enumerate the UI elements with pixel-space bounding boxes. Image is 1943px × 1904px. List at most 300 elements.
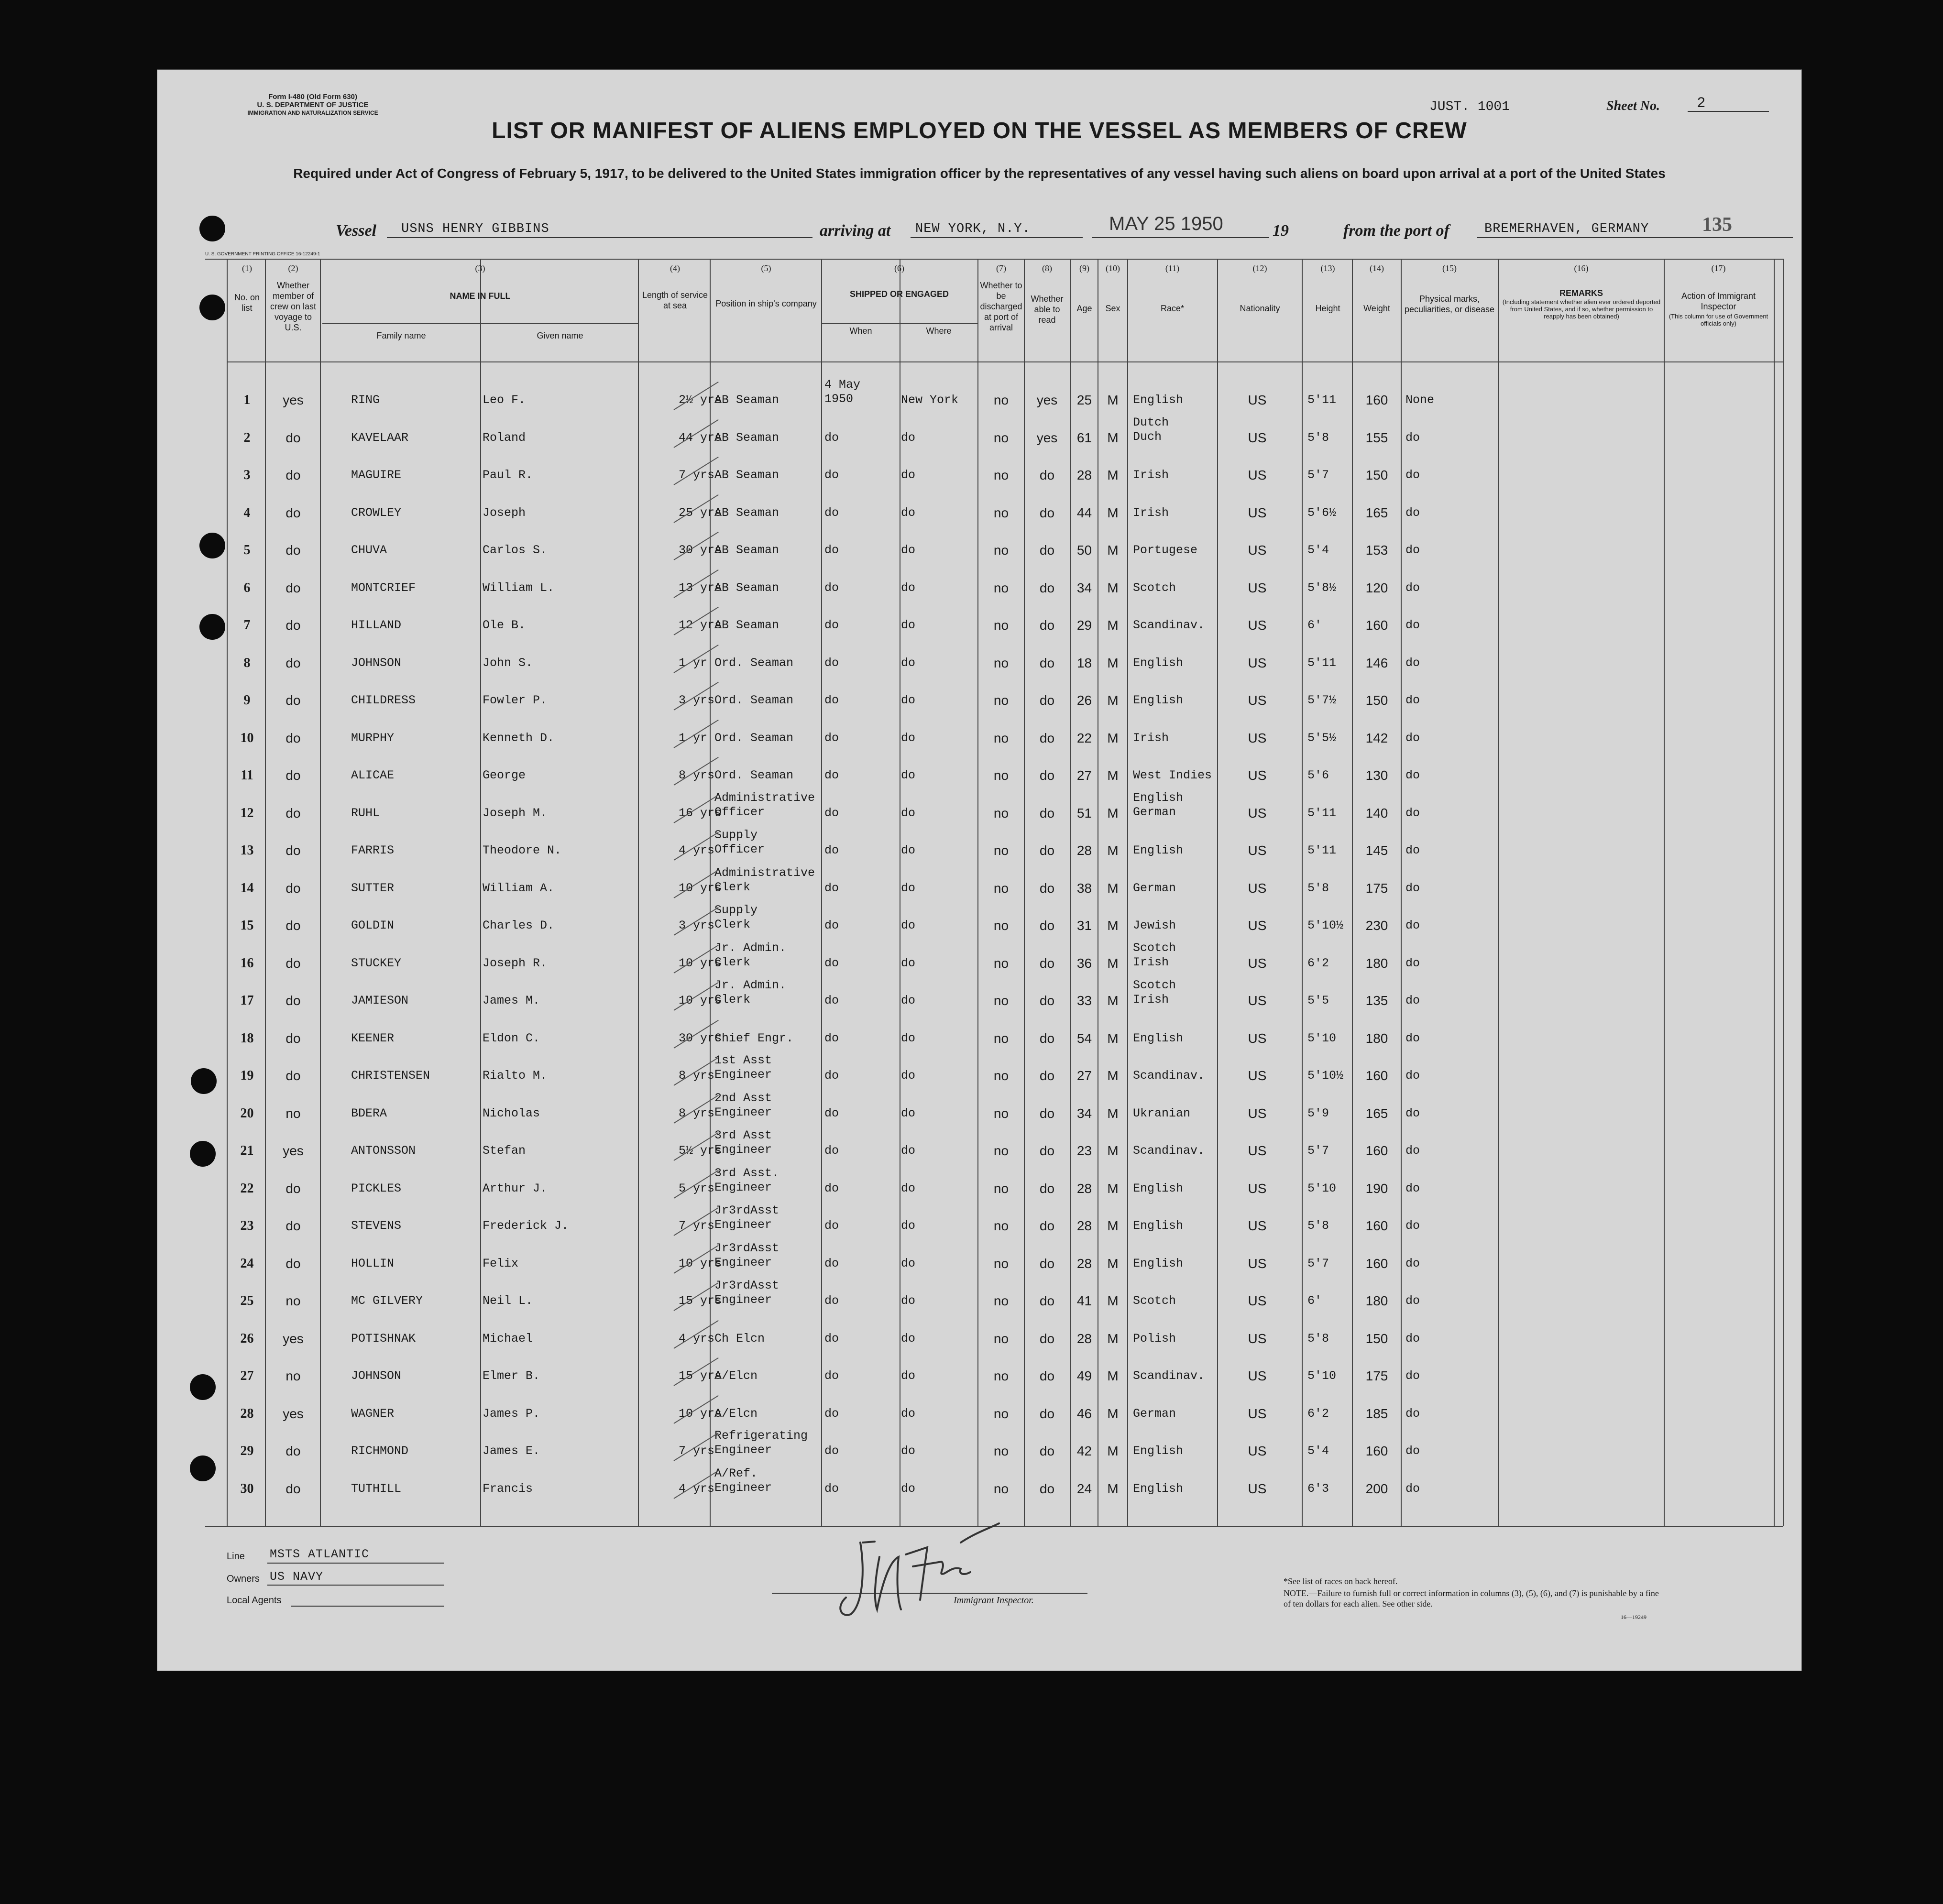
physical-marks-cell: do [1405, 656, 1420, 670]
age-cell: 24 [1076, 1481, 1092, 1496]
nationality-cell: US [1248, 430, 1267, 445]
discharged-cell: no [993, 505, 1009, 520]
row-number: 19 [240, 1068, 254, 1083]
row-number: 26 [240, 1331, 254, 1346]
service-cell: 25 yrs [679, 505, 722, 520]
physical-marks-cell: do [1405, 1444, 1420, 1458]
row-number: 29 [240, 1444, 254, 1458]
family-name-cell: WAGNER [351, 1406, 395, 1421]
column-number: (7) [996, 263, 1006, 273]
race-cell: English [1133, 393, 1184, 407]
family-name-cell: GOLDIN [351, 919, 395, 932]
read-cell: do [1039, 1331, 1055, 1346]
read-cell: yes [1036, 430, 1058, 445]
read-cell: do [1039, 730, 1055, 745]
weight-cell: 180 [1365, 1030, 1388, 1046]
family-name-cell: FARRIS [351, 843, 395, 857]
height-cell: 5'10 [1307, 1031, 1337, 1045]
row-number: 10 [240, 730, 254, 745]
service-cell: 3 yrs [679, 919, 715, 932]
race-cell: English [1133, 1481, 1184, 1496]
race-cell: Scotch Irish [1133, 941, 1176, 969]
height-cell: 5'6 [1307, 768, 1329, 782]
table-row [157, 941, 1801, 981]
header-height: Height [1315, 304, 1340, 313]
position-cell: Jr3rdAsst Engineer [714, 1279, 779, 1307]
family-name-cell: JOHNSON [351, 656, 402, 670]
discharged-cell: no [993, 1218, 1009, 1233]
race-cell: German [1133, 1406, 1176, 1421]
service-cell: 5 yrs [679, 1181, 715, 1195]
weight-cell: 150 [1365, 1331, 1388, 1346]
discharged-cell: no [993, 1105, 1009, 1121]
table-row [157, 378, 1801, 418]
discharged-cell: no [993, 843, 1009, 858]
service-name: IMMIGRATION AND NATURALIZATION SERVICE [247, 109, 378, 116]
header-read: Whether able to read [1031, 294, 1064, 325]
nationality-cell: US [1248, 468, 1267, 482]
age-cell: 28 [1076, 1181, 1092, 1196]
where-cell: do [901, 693, 916, 707]
table-row [157, 1394, 1801, 1432]
row-number: 30 [240, 1481, 254, 1496]
when-cell: do [824, 1331, 839, 1346]
read-cell: do [1039, 880, 1055, 896]
table-row [157, 903, 1801, 943]
where-cell: do [901, 731, 916, 745]
nationality-cell: US [1248, 1406, 1267, 1421]
discharged-cell: no [993, 730, 1009, 745]
when-cell: do [824, 468, 839, 482]
age-cell: 54 [1076, 1030, 1092, 1046]
where-cell: do [901, 1069, 916, 1083]
weight-cell: 175 [1365, 1368, 1388, 1383]
age-cell: 27 [1076, 1068, 1092, 1083]
position-cell: Ord. Seaman [714, 768, 794, 782]
where-cell: do [901, 468, 916, 482]
service-cell: 12 yrs [679, 618, 722, 632]
column-number: (16) [1574, 263, 1589, 273]
discharged-cell: no [993, 618, 1009, 633]
where-cell: do [901, 505, 916, 520]
read-cell: do [1039, 1218, 1055, 1233]
position-cell: AB Seaman [714, 543, 779, 557]
when-cell: do [824, 1031, 839, 1045]
table-row [157, 531, 1801, 568]
weight-cell: 146 [1365, 655, 1388, 670]
when-cell: do [824, 1481, 839, 1496]
position-cell: 1st Asst Engineer [714, 1053, 772, 1082]
where-cell: do [901, 806, 916, 820]
nationality-cell: US [1248, 843, 1267, 858]
physical-marks-cell: do [1405, 543, 1420, 557]
sex-cell: M [1107, 843, 1119, 858]
service-cell: 5½ yrs [679, 1144, 722, 1158]
last-voyage-cell: do [285, 1068, 301, 1083]
family-name-cell: JOHNSON [351, 1369, 402, 1383]
weight-cell: 180 [1365, 1293, 1388, 1308]
read-cell: do [1039, 955, 1055, 971]
physical-marks-cell: do [1405, 1256, 1420, 1270]
physical-marks-cell: None [1405, 393, 1435, 407]
family-name-cell: MAGUIRE [351, 468, 402, 482]
height-cell: 5'10 [1307, 1369, 1337, 1383]
column-number: (11) [1165, 263, 1180, 273]
position-cell: A/Elcn [714, 1406, 758, 1421]
inspector-label: Immigrant Inspector. [954, 1595, 1034, 1606]
family-name-cell: KEENER [351, 1031, 395, 1045]
when-cell: do [824, 1181, 839, 1195]
service-cell: 8 yrs [679, 1069, 715, 1083]
physical-marks-cell: do [1405, 731, 1420, 745]
when-cell: do [824, 656, 839, 670]
weight-cell: 160 [1365, 1218, 1388, 1233]
position-cell: 3rd Asst. Engineer [714, 1166, 779, 1194]
where-cell: do [901, 1294, 916, 1308]
weight-cell: 160 [1365, 393, 1388, 407]
department-name: U. S. DEPARTMENT OF JUSTICE [257, 101, 369, 109]
header-action: Action of Immigrant Inspector [1681, 291, 1756, 311]
sex-cell: M [1107, 618, 1119, 633]
nationality-cell: US [1248, 543, 1267, 558]
given-name-cell: Nicholas [483, 1106, 540, 1120]
nationality-cell: US [1248, 618, 1267, 633]
arriving-label: arriving at [820, 222, 891, 240]
sex-cell: M [1107, 1481, 1119, 1496]
race-cell: Scandinav. [1133, 1369, 1205, 1383]
service-cell: 4 yrs [679, 843, 715, 857]
column-number: (12) [1252, 263, 1267, 273]
family-name-cell: CHILDRESS [351, 693, 416, 707]
nationality-cell: US [1248, 580, 1267, 595]
column-number: (3) [475, 263, 485, 273]
last-voyage-cell: do [285, 1256, 301, 1271]
sex-cell: M [1107, 468, 1119, 482]
given-name-cell: Joseph M. [483, 806, 548, 820]
service-cell: 10 yrs [679, 881, 722, 895]
position-cell: AB Seaman [714, 393, 779, 407]
position-cell: AB Seaman [714, 580, 779, 595]
table-row [157, 1319, 1801, 1357]
sex-cell: M [1107, 655, 1119, 670]
age-cell: 31 [1076, 918, 1092, 933]
where-cell: do [901, 881, 916, 895]
sex-cell: M [1107, 1256, 1119, 1271]
owners-value: US NAVY [270, 1570, 324, 1584]
nationality-cell: US [1248, 768, 1267, 783]
position-cell: 2nd Asst Engineer [714, 1091, 772, 1119]
header-sex: Sex [1105, 304, 1120, 313]
discharged-cell: no [993, 1444, 1009, 1458]
table-row [157, 719, 1801, 756]
last-voyage-cell: no [285, 1105, 301, 1121]
manifest-sheet [157, 69, 1802, 1671]
when-cell: do [824, 1406, 839, 1421]
read-cell: do [1039, 805, 1055, 821]
header-remarks-sub: (Including statement whether alien ever ordered deported from United States, and if so, whether permission to reapply has been obtained) [1502, 298, 1661, 320]
service-cell: 16 yrs [679, 806, 722, 820]
header-service: Length of service at sea [642, 290, 708, 310]
race-cell: English [1133, 843, 1184, 857]
header-shipped: SHIPPED OR ENGAGED [849, 289, 949, 299]
table-row [157, 1241, 1801, 1281]
where-cell: do [901, 1106, 916, 1120]
race-cell: Irish [1133, 505, 1169, 520]
service-cell: 10 yrs [679, 956, 722, 970]
height-cell: 5'9 [1307, 1106, 1329, 1120]
weight-cell: 200 [1365, 1481, 1388, 1496]
discharged-cell: no [993, 1068, 1009, 1083]
family-name-cell: RICHMOND [351, 1444, 409, 1458]
row-number: 23 [240, 1218, 254, 1233]
race-cell: English [1133, 1219, 1184, 1233]
position-cell: 3rd Asst Engineer [714, 1128, 772, 1157]
discharged-cell: no [993, 1256, 1009, 1271]
sex-cell: M [1107, 1030, 1119, 1046]
discharged-cell: no [993, 543, 1009, 558]
physical-marks-cell: do [1405, 1481, 1420, 1496]
age-cell: 41 [1076, 1293, 1092, 1308]
last-voyage-cell: yes [283, 1406, 304, 1421]
when-cell: do [824, 618, 839, 632]
position-cell: AB Seaman [714, 505, 779, 520]
height-cell: 5'6½ [1307, 505, 1337, 520]
race-cell: English [1133, 1444, 1184, 1458]
physical-marks-cell: do [1405, 580, 1420, 595]
weight-cell: 160 [1365, 1256, 1388, 1271]
row-number: 12 [240, 805, 254, 821]
age-cell: 34 [1076, 580, 1092, 595]
family-name-cell: ALICAE [351, 768, 395, 782]
nationality-cell: US [1248, 955, 1267, 971]
when-cell: do [824, 430, 839, 445]
where-cell: do [901, 1256, 916, 1270]
service-cell: 15 yrs [679, 1369, 722, 1383]
height-cell: 5'7 [1307, 1144, 1329, 1158]
row-number: 14 [240, 880, 254, 896]
height-cell: 6'3 [1307, 1481, 1329, 1496]
row-number: 5 [243, 543, 251, 558]
family-name-cell: SUTTER [351, 881, 395, 895]
read-cell: do [1039, 918, 1055, 933]
discharged-cell: no [993, 805, 1009, 821]
physical-marks-cell: do [1405, 768, 1420, 782]
weight-cell: 165 [1365, 1105, 1388, 1121]
given-name-cell: Neil L. [483, 1294, 533, 1308]
last-voyage-cell: do [285, 1030, 301, 1046]
position-cell: Administrative Clerk [714, 865, 815, 894]
sex-cell: M [1107, 1368, 1119, 1383]
read-cell: do [1039, 1293, 1055, 1308]
nationality-cell: US [1248, 918, 1267, 933]
read-cell: do [1039, 1030, 1055, 1046]
weight-cell: 175 [1365, 880, 1388, 896]
nationality-cell: US [1248, 1068, 1267, 1083]
last-voyage-cell: do [285, 805, 301, 821]
sex-cell: M [1107, 805, 1119, 821]
table-row [157, 1019, 1801, 1056]
page-subtitle: Required under Act of Congress of February 5, 1917, to be delivered to the United States immigration officer by the representatives of any vessel having such aliens on board upon arrival at a port of the United States [293, 166, 1666, 181]
family-name-cell: CHRISTENSEN [351, 1069, 430, 1083]
discharged-cell: no [993, 1481, 1009, 1496]
read-cell: do [1039, 655, 1055, 670]
family-name-cell: BDERA [351, 1106, 387, 1120]
column-number: (10) [1106, 263, 1120, 273]
height-cell: 6'2 [1307, 956, 1329, 970]
where-cell: do [901, 1481, 916, 1496]
given-name-cell: Fowler P. [483, 693, 548, 707]
height-cell: 6'2 [1307, 1406, 1329, 1421]
sheet-label: Sheet No. [1606, 98, 1660, 113]
sex-cell: M [1107, 1068, 1119, 1083]
race-cell: Irish [1133, 731, 1169, 745]
service-cell: 4 yrs [679, 1331, 715, 1346]
nationality-cell: US [1248, 1030, 1267, 1046]
line-label: Line [227, 1551, 245, 1562]
row-number: 2 [243, 430, 251, 445]
row-rule [205, 259, 1783, 260]
read-cell: do [1039, 1143, 1055, 1158]
family-name-cell: STUCKEY [351, 956, 402, 970]
given-name-cell: Elmer B. [483, 1369, 540, 1383]
table-row [157, 756, 1801, 793]
service-cell: 2½ yrs [679, 393, 722, 407]
sex-cell: M [1107, 505, 1119, 520]
physical-marks-cell: do [1405, 881, 1420, 895]
sex-cell: M [1107, 1444, 1119, 1458]
sex-cell: M [1107, 1218, 1119, 1233]
age-cell: 28 [1076, 1331, 1092, 1346]
height-cell: 5'10 [1307, 1181, 1337, 1195]
physical-marks-cell: do [1405, 1294, 1420, 1308]
agents-underline [291, 1606, 444, 1607]
departure-port: BREMERHAVEN, GERMANY [1484, 222, 1649, 236]
service-cell: 1 yr [679, 731, 708, 745]
form-reference: JUST. 1001 [1429, 99, 1510, 114]
table-row [157, 681, 1801, 718]
discharged-cell: no [993, 1143, 1009, 1158]
row-number: 11 [241, 768, 253, 783]
when-cell: do [824, 994, 839, 1007]
family-name-cell: CHUVA [351, 543, 387, 557]
column-number: (1) [242, 263, 252, 273]
last-voyage-cell: no [285, 1368, 301, 1383]
last-voyage-cell: do [285, 693, 301, 708]
table-row [157, 790, 1801, 831]
header-position: Position in ship's company [715, 299, 817, 308]
discharged-cell: no [993, 993, 1009, 1008]
read-cell: do [1039, 505, 1055, 520]
year-label: 19 [1273, 222, 1289, 240]
race-cell: German [1133, 881, 1176, 895]
port-label: from the port of [1343, 222, 1449, 240]
column-number: (8) [1042, 263, 1052, 273]
table-row [157, 493, 1801, 531]
age-cell: 33 [1076, 993, 1092, 1008]
nationality-cell: US [1248, 1256, 1267, 1271]
age-cell: 26 [1076, 693, 1092, 708]
race-cell: Ukranian [1133, 1106, 1191, 1120]
height-cell: 5'10½ [1307, 919, 1344, 932]
service-cell: 44 yrs [679, 430, 722, 445]
weight-cell: 185 [1365, 1406, 1388, 1421]
nationality-cell: US [1248, 1181, 1267, 1196]
header-weight: Weight [1363, 304, 1390, 313]
last-voyage-cell: do [285, 430, 301, 445]
given-name-cell: William L. [483, 580, 555, 595]
last-voyage-cell: do [285, 655, 301, 670]
physical-marks-cell: do [1405, 1106, 1420, 1120]
header-name: NAME IN FULL [450, 291, 511, 301]
weight-cell: 130 [1365, 768, 1388, 783]
physical-marks-cell: do [1405, 1031, 1420, 1045]
weight-cell: 150 [1365, 468, 1388, 482]
position-cell: AB Seaman [714, 430, 779, 445]
nationality-cell: US [1248, 393, 1267, 407]
sex-cell: M [1107, 1105, 1119, 1121]
column-number: (17) [1711, 263, 1726, 273]
given-name-cell: Kenneth D. [483, 731, 555, 745]
last-voyage-cell: do [285, 1181, 301, 1196]
physical-marks-cell: do [1405, 843, 1420, 857]
column-number: (13) [1320, 263, 1335, 273]
height-cell: 5'7 [1307, 468, 1329, 482]
last-voyage-cell: do [285, 843, 301, 858]
physical-marks-cell: do [1405, 1219, 1420, 1233]
age-cell: 28 [1076, 1256, 1092, 1271]
position-cell: Supply Officer [714, 828, 765, 856]
sex-cell: M [1107, 1406, 1119, 1421]
last-voyage-cell: do [285, 543, 301, 558]
column-number: (6) [894, 263, 904, 273]
given-name-cell: Theodore N. [483, 843, 562, 857]
height-cell: 5'7½ [1307, 693, 1337, 707]
sex-cell: M [1107, 393, 1119, 407]
where-cell: do [901, 543, 916, 557]
age-cell: 51 [1076, 805, 1092, 821]
row-number: 9 [243, 693, 251, 708]
row-number: 21 [240, 1143, 254, 1158]
read-cell: yes [1036, 393, 1058, 407]
header-when: When [849, 326, 872, 336]
position-cell: Administrative Officer [714, 790, 815, 819]
header-no: No. on list [234, 293, 260, 313]
service-cell: 1 yr [679, 656, 708, 670]
height-cell: 5'5 [1307, 994, 1329, 1007]
discharged-cell: no [993, 1030, 1009, 1046]
age-cell: 42 [1076, 1444, 1092, 1458]
weight-cell: 160 [1365, 618, 1388, 633]
height-cell: 6' [1307, 1294, 1322, 1308]
where-cell: do [901, 956, 916, 970]
table-row [157, 644, 1801, 681]
when-cell: do [824, 919, 839, 932]
position-cell: Jr3rdAsst Engineer [714, 1241, 779, 1269]
header-age: Age [1076, 304, 1092, 313]
race-cell: Scotch [1133, 1294, 1176, 1308]
position-cell: Ch Elcn [714, 1331, 765, 1346]
arriving-port: NEW YORK, N.Y. [915, 222, 1031, 236]
physical-marks-cell: do [1405, 1181, 1420, 1195]
family-name-cell: PICKLES [351, 1181, 402, 1195]
service-cell: 15 yrs [679, 1294, 722, 1308]
where-cell: do [901, 1144, 916, 1158]
date-stamp: MAY 25 1950 [1109, 213, 1223, 234]
given-name-cell: Carlos S. [483, 543, 548, 557]
read-cell: do [1039, 468, 1055, 482]
age-cell: 61 [1076, 430, 1092, 445]
height-cell: 5'10½ [1307, 1069, 1344, 1083]
